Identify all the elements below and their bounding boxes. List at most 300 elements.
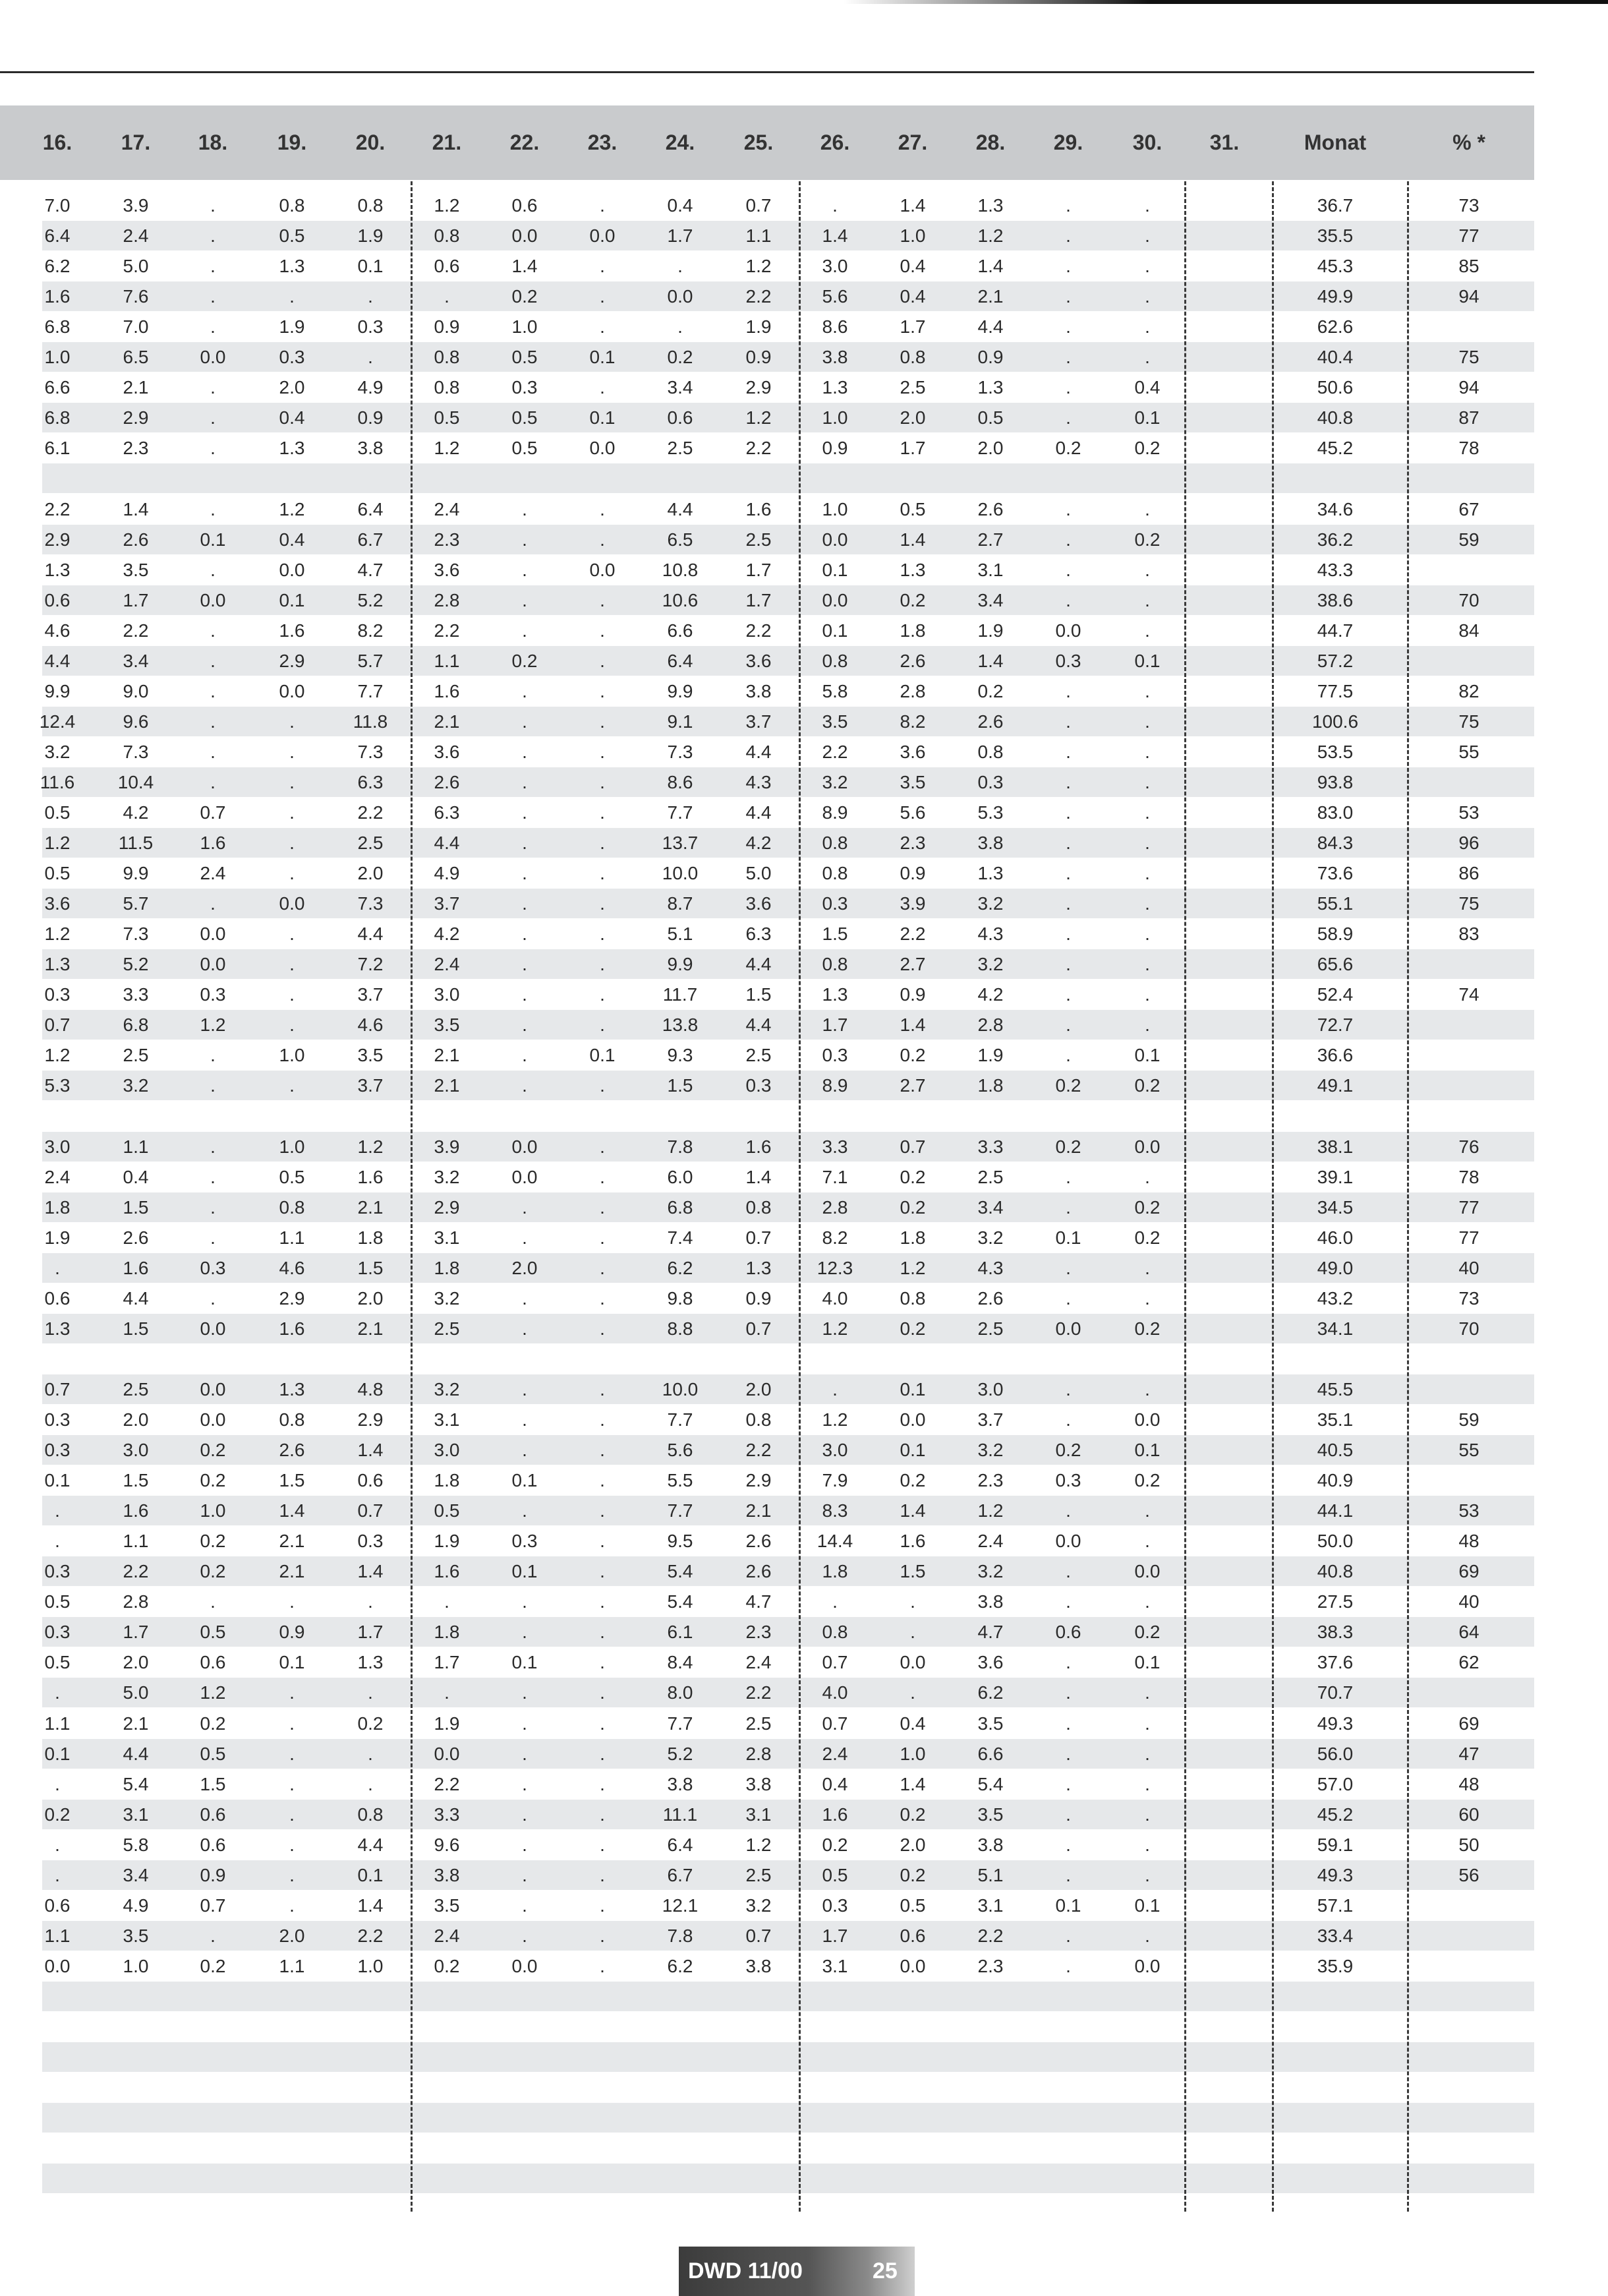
table-cell: 0.6 [200, 1834, 226, 1855]
table-cell: . [522, 1409, 527, 1430]
table-cell: . [210, 771, 215, 792]
table-cell: 3.9 [434, 1136, 460, 1157]
table-cell: 0.5 [44, 802, 71, 823]
table-cell: 2.6 [977, 1287, 1004, 1309]
table-cell: . [210, 620, 215, 641]
table-cell: . [210, 893, 215, 914]
table-cell: 27.5 [1317, 1591, 1354, 1612]
table-cell: 2.4 [200, 863, 226, 884]
table-cell: 4.6 [44, 620, 71, 641]
table-cell: 3.9 [900, 893, 926, 914]
table-cell: . [1066, 954, 1071, 975]
table-cell: 5.2 [667, 1743, 693, 1764]
table-cell: . [1066, 680, 1071, 701]
table-cell: . [289, 954, 295, 975]
table-cell: 4.4 [123, 1287, 149, 1309]
table-cell [1188, 1647, 1261, 1677]
table-cell: 5.2 [357, 589, 384, 610]
table-cell: . [210, 1196, 215, 1218]
table-cell: . [600, 1075, 605, 1096]
table-cell [1188, 1223, 1261, 1252]
table-cell: 0.2 [1055, 438, 1081, 459]
table-cell [1188, 1314, 1261, 1343]
table-cell: 0.7 [745, 1318, 772, 1339]
table-cell [1188, 828, 1261, 858]
table-cell: 40.8 [1317, 407, 1354, 428]
table-cell: . [677, 316, 683, 338]
table-cell: 40.9 [1317, 1470, 1354, 1491]
table-cell: . [1066, 589, 1071, 610]
table-cell: 9.5 [667, 1531, 693, 1552]
table-cell: 100.6 [1311, 711, 1359, 732]
table-cell: . [522, 1925, 527, 1946]
table-cell: 6.5 [667, 529, 693, 550]
table-cell: . [444, 286, 449, 307]
table-cell: 11.5 [118, 833, 154, 854]
table-cell: 2.8 [822, 1196, 848, 1218]
table-cell: 33.4 [1317, 1925, 1354, 1946]
table-cell: 50.0 [1317, 1531, 1354, 1552]
table-cell: 40 [1458, 1257, 1479, 1278]
table-cell: 0.1 [511, 1652, 538, 1673]
table-cell: 94 [1458, 286, 1479, 307]
table-cell: 0.0 [1055, 1531, 1081, 1552]
table-cell: . [1066, 833, 1071, 854]
table-cell: . [522, 498, 527, 519]
table-cell: 0.9 [200, 1864, 226, 1885]
table-cell [1188, 433, 1261, 463]
table-cell [1188, 646, 1261, 676]
table-cell: 0.8 [822, 833, 848, 854]
table-cell: 1.7 [434, 1652, 460, 1673]
table-cell [1188, 221, 1261, 250]
table-cell: 7.6 [123, 286, 149, 307]
table-cell: . [600, 954, 605, 975]
table-cell: 2.6 [977, 711, 1004, 732]
table-cell: 6.4 [44, 225, 71, 247]
table-cell: . [444, 1591, 449, 1612]
table-cell: 4.3 [745, 771, 772, 792]
table-cell: . [1066, 1500, 1071, 1521]
table-cell: 2.4 [745, 1652, 772, 1673]
table-cell: . [832, 1378, 838, 1399]
table-cell: 77 [1458, 225, 1479, 247]
table-cell: 2.5 [977, 1166, 1004, 1187]
table-cell: . [1145, 1925, 1150, 1946]
table-cell: . [289, 1682, 295, 1703]
table-cell: . [1066, 1166, 1071, 1187]
table-cell: 3.8 [434, 1864, 460, 1885]
table-cell [1188, 949, 1261, 979]
table-cell: . [522, 1196, 527, 1218]
table-cell: 0.4 [123, 1166, 149, 1187]
table-cell [1420, 1891, 1518, 1920]
table-cell: 1.2 [44, 1045, 71, 1066]
table-cell: 0.0 [200, 1409, 226, 1430]
table-cell: . [1066, 741, 1071, 762]
table-cell: . [1066, 1682, 1071, 1703]
table-cell: 6.6 [667, 620, 693, 641]
table-cell: . [1145, 1834, 1150, 1855]
table-cell: 75 [1458, 893, 1479, 914]
table-cell: 0.1 [357, 1864, 384, 1885]
table-cell: 2.0 [123, 1652, 149, 1673]
table-cell: 2.1 [357, 1318, 384, 1339]
table-cell: . [1066, 984, 1071, 1005]
table-cell: 0.2 [1134, 438, 1161, 459]
table-cell: . [1066, 1378, 1071, 1399]
table-cell: 0.2 [200, 1955, 226, 1976]
table-cell: 2.1 [434, 1045, 460, 1066]
table-cell: 0.3 [745, 1075, 772, 1096]
table-cell: 8.9 [822, 802, 848, 823]
table-cell: . [1066, 225, 1071, 247]
table-cell: 2.7 [900, 954, 926, 975]
table-cell: 73.6 [1317, 863, 1354, 884]
table-cell: . [1066, 1257, 1071, 1278]
table-cell: 1.2 [900, 1257, 926, 1278]
table-cell: 0.2 [200, 1470, 226, 1491]
table-cell: . [1066, 1925, 1071, 1946]
table-cell: 39.1 [1317, 1166, 1354, 1187]
table-cell: . [600, 1257, 605, 1278]
table-cell: 0.2 [511, 286, 538, 307]
table-cell: 2.8 [434, 589, 460, 610]
table-cell [1188, 980, 1261, 1009]
table-cell: 3.6 [434, 741, 460, 762]
table-cell: 9.9 [667, 954, 693, 975]
table-cell: 0.4 [900, 1713, 926, 1734]
table-cell: 2.6 [745, 1531, 772, 1552]
table-cell: 1.4 [900, 1015, 926, 1036]
table-cell: 0.8 [434, 225, 460, 247]
table-cell: . [910, 1622, 915, 1643]
table-cell: 69 [1458, 1561, 1479, 1582]
table-cell: 0.2 [44, 1804, 71, 1825]
table-cell: . [600, 589, 605, 610]
table-cell [1188, 1010, 1261, 1040]
table-cell: . [1145, 833, 1150, 854]
table-cell: . [522, 1773, 527, 1794]
table-cell: 7.0 [123, 316, 149, 338]
column-header: 22. [509, 131, 540, 154]
table-cell: . [1145, 1864, 1150, 1885]
table-cell: 0.0 [900, 1409, 926, 1430]
table-cell: 6.1 [44, 438, 71, 459]
table-cell: 0.8 [279, 195, 305, 216]
table-cell: 3.2 [123, 1075, 149, 1096]
table-cell: 1.7 [745, 559, 772, 580]
table-cell: 7.3 [357, 893, 384, 914]
table-cell: 0.1 [44, 1470, 71, 1491]
table-cell: 49.3 [1317, 1864, 1354, 1885]
table-cell: 6.3 [434, 802, 460, 823]
table-cell: 1.8 [434, 1470, 460, 1491]
table-cell: . [1145, 771, 1150, 792]
table-cell: 1.6 [279, 1318, 305, 1339]
table-cell: . [600, 1287, 605, 1309]
table-cell: 3.7 [434, 893, 460, 914]
table-cell: 3.0 [123, 1440, 149, 1461]
table-cell [1188, 1071, 1261, 1100]
table-cell: 6.6 [977, 1743, 1004, 1764]
table-cell: . [522, 893, 527, 914]
table-cell: . [522, 1227, 527, 1248]
table-cell: . [368, 1743, 373, 1764]
table-cell: 1.2 [745, 1834, 772, 1855]
table-cell: 1.2 [745, 407, 772, 428]
table-cell: 1.5 [822, 924, 848, 945]
table-cell: 1.6 [279, 620, 305, 641]
table-cell: 0.7 [745, 195, 772, 216]
table-cell: 3.7 [745, 711, 772, 732]
table-cell: . [1066, 1045, 1071, 1066]
table-cell: 5.4 [123, 1773, 149, 1794]
table-cell: . [600, 1682, 605, 1703]
table-cell [1420, 646, 1518, 676]
table-cell: 1.8 [900, 1227, 926, 1248]
table-cell: 0.8 [357, 1804, 384, 1825]
table-cell: 0.5 [434, 407, 460, 428]
table-cell: 73 [1458, 195, 1479, 216]
table-cell: 2.2 [745, 286, 772, 307]
table-cell: 0.1 [1134, 1045, 1161, 1066]
table-cell: . [289, 802, 295, 823]
table-cell: . [1145, 1531, 1150, 1552]
table-cell: 2.1 [434, 1075, 460, 1096]
table-cell [1188, 1830, 1261, 1860]
table-cell: 35.5 [1317, 225, 1354, 247]
table-cell: 9.6 [123, 711, 149, 732]
table-cell: 78 [1458, 438, 1479, 459]
table-cell: 0.1 [1134, 407, 1161, 428]
table-cell [1420, 1374, 1518, 1404]
table-cell: 0.0 [434, 1743, 460, 1764]
table-cell: . [600, 1409, 605, 1430]
table-cell: 1.9 [977, 620, 1004, 641]
table-cell: 1.4 [822, 225, 848, 247]
table-cell: . [1066, 924, 1071, 945]
table-cell: . [210, 650, 215, 671]
table-cell: 0.1 [589, 1045, 616, 1066]
table-cell: . [600, 771, 605, 792]
table-cell: 64 [1458, 1622, 1479, 1643]
table-cell: . [600, 1378, 605, 1399]
table-cell [1188, 1709, 1261, 1738]
table-cell: 1.4 [511, 256, 538, 277]
table-cell: 6.7 [357, 529, 384, 550]
table-cell: 3.3 [977, 1136, 1004, 1157]
table-cell: 2.7 [900, 1075, 926, 1096]
table-cell: 96 [1458, 833, 1479, 854]
table-cell: 38.3 [1317, 1622, 1354, 1643]
table-cell: 1.7 [822, 1015, 848, 1036]
table-cell: 0.2 [1134, 1227, 1161, 1248]
table-cell: 0.5 [44, 863, 71, 884]
table-cell: 2.2 [123, 620, 149, 641]
table-cell: . [1145, 1804, 1150, 1825]
table-cell [1188, 1435, 1261, 1465]
table-cell: 60 [1458, 1804, 1479, 1825]
table-cell: 0.2 [1134, 1075, 1161, 1096]
table-cell: 0.0 [589, 438, 616, 459]
table-cell: 8.3 [822, 1500, 848, 1521]
table-cell: 2.1 [745, 1500, 772, 1521]
table-cell: 0.2 [200, 1440, 226, 1461]
table-cell: . [600, 893, 605, 914]
table-cell: 0.0 [1134, 1136, 1161, 1157]
table-cell: 1.9 [44, 1227, 71, 1248]
table-cell: 1.2 [822, 1409, 848, 1430]
table-cell: 2.3 [977, 1470, 1004, 1491]
table-cell: 47 [1458, 1743, 1479, 1764]
table-cell: 40.8 [1317, 1561, 1354, 1582]
table-cell: 0.7 [44, 1378, 71, 1399]
table-cell: . [600, 256, 605, 277]
table-cell: . [522, 1591, 527, 1612]
table-cell: 36.6 [1317, 1045, 1354, 1066]
table-cell: 1.2 [434, 438, 460, 459]
table-cell: 0.6 [200, 1804, 226, 1825]
table-cell: 0.2 [900, 1318, 926, 1339]
table-cell: 0.0 [44, 1955, 71, 1976]
table-cell: 0.6 [511, 195, 538, 216]
table-cell: 2.0 [123, 1409, 149, 1430]
table-cell: . [289, 1895, 295, 1916]
table-cell: . [1066, 347, 1071, 368]
table-cell: 2.6 [123, 529, 149, 550]
table-cell: 6.2 [667, 1955, 693, 1976]
table-cell: 1.3 [357, 1652, 384, 1673]
table-cell: 12.1 [662, 1895, 699, 1916]
table-cell: 57.0 [1317, 1773, 1354, 1794]
table-cell: . [1145, 1682, 1150, 1703]
table-cell: 0.2 [1134, 529, 1161, 550]
table-cell: . [289, 741, 295, 762]
table-cell: 5.2 [123, 954, 149, 975]
table-cell: 4.4 [745, 1015, 772, 1036]
table-cell: 0.1 [200, 529, 226, 550]
column-separator [1407, 181, 1409, 2212]
table-cell [1420, 1071, 1518, 1100]
table-cell [1188, 1800, 1261, 1829]
table-cell: . [1066, 498, 1071, 519]
table-cell: 8.7 [667, 893, 693, 914]
table-cell: . [289, 1015, 295, 1036]
table-cell: 3.7 [357, 984, 384, 1005]
table-cell: 6.6 [44, 377, 71, 398]
column-header: 24. [665, 131, 695, 154]
table-cell: 4.2 [745, 833, 772, 854]
table-cell: . [210, 741, 215, 762]
table-cell: 0.8 [822, 650, 848, 671]
table-cell: . [1066, 256, 1071, 277]
table-cell: 1.3 [977, 195, 1004, 216]
table-cell: . [289, 833, 295, 854]
table-cell: 0.9 [822, 438, 848, 459]
table-cell: . [289, 711, 295, 732]
table-cell: 2.4 [434, 1925, 460, 1946]
table-cell: . [1066, 407, 1071, 428]
table-cell: 0.4 [1134, 377, 1161, 398]
table-cell: . [289, 924, 295, 945]
table-cell: 45.2 [1317, 1804, 1354, 1825]
table-cell: 3.6 [977, 1652, 1004, 1673]
table-cell: 5.5 [667, 1470, 693, 1491]
table-cell: 2.2 [822, 741, 848, 762]
table-cell: 38.6 [1317, 589, 1354, 610]
table-cell: 8.2 [900, 711, 926, 732]
table-cell: 3.2 [977, 1227, 1004, 1248]
table-cell: 1.8 [357, 1227, 384, 1248]
table-cell: 3.1 [745, 1804, 772, 1825]
table-cell [1188, 767, 1261, 797]
table-cell: 0.5 [900, 1895, 926, 1916]
table-cell: 0.1 [589, 407, 616, 428]
table-cell: 3.2 [44, 741, 71, 762]
table-cell: 2.0 [357, 1287, 384, 1309]
table-cell [1188, 1465, 1261, 1495]
table-cell: . [289, 771, 295, 792]
table-cell [1188, 312, 1261, 341]
table-cell: 3.2 [434, 1166, 460, 1187]
table-cell: 0.8 [900, 347, 926, 368]
table-cell: 1.9 [279, 316, 305, 338]
table-cell: . [1145, 286, 1150, 307]
table-cell: 2.4 [434, 498, 460, 519]
table-cell: . [1066, 377, 1071, 398]
table-cell: 2.1 [434, 711, 460, 732]
table-cell: 7.2 [357, 954, 384, 975]
column-header: 18. [198, 131, 228, 154]
table-cell: 2.1 [977, 286, 1004, 307]
table-cell: 6.4 [357, 498, 384, 519]
table-cell: 11.7 [662, 984, 698, 1005]
table-cell: . [1066, 1409, 1071, 1430]
table-cell: 0.3 [44, 1622, 71, 1643]
table-cell: 1.3 [900, 559, 926, 580]
table-cell: . [1066, 893, 1071, 914]
table-cell: 1.6 [745, 1136, 772, 1157]
table-cell [1188, 1132, 1261, 1162]
table-cell [1188, 798, 1261, 827]
table-cell: . [600, 1864, 605, 1885]
table-cell: 2.1 [279, 1531, 305, 1552]
table-cell: . [600, 863, 605, 884]
table-cell: 0.0 [279, 559, 305, 580]
table-cell: 2.2 [44, 498, 71, 519]
table-cell: 1.3 [44, 1318, 71, 1339]
table-cell: . [600, 680, 605, 701]
table-cell: 4.9 [434, 863, 460, 884]
table-cell: . [1066, 1196, 1071, 1218]
table-cell: 53 [1458, 802, 1479, 823]
table-cell: 0.1 [1134, 1652, 1161, 1673]
table-cell: 1.5 [667, 1075, 693, 1096]
table-cell: 87 [1458, 407, 1479, 428]
table-cell: 1.2 [279, 498, 305, 519]
table-cell [1188, 1921, 1261, 1951]
table-cell: 5.0 [123, 1682, 149, 1703]
table-cell: 0.5 [434, 1500, 460, 1521]
table-cell: 0.8 [745, 1409, 772, 1430]
table-cell: 3.2 [434, 1287, 460, 1309]
table-cell: 3.1 [977, 1895, 1004, 1916]
table-cell: . [55, 1531, 60, 1552]
table-cell: 3.2 [977, 1440, 1004, 1461]
table-cell: 6.5 [123, 347, 149, 368]
table-cell: 1.1 [745, 225, 772, 247]
